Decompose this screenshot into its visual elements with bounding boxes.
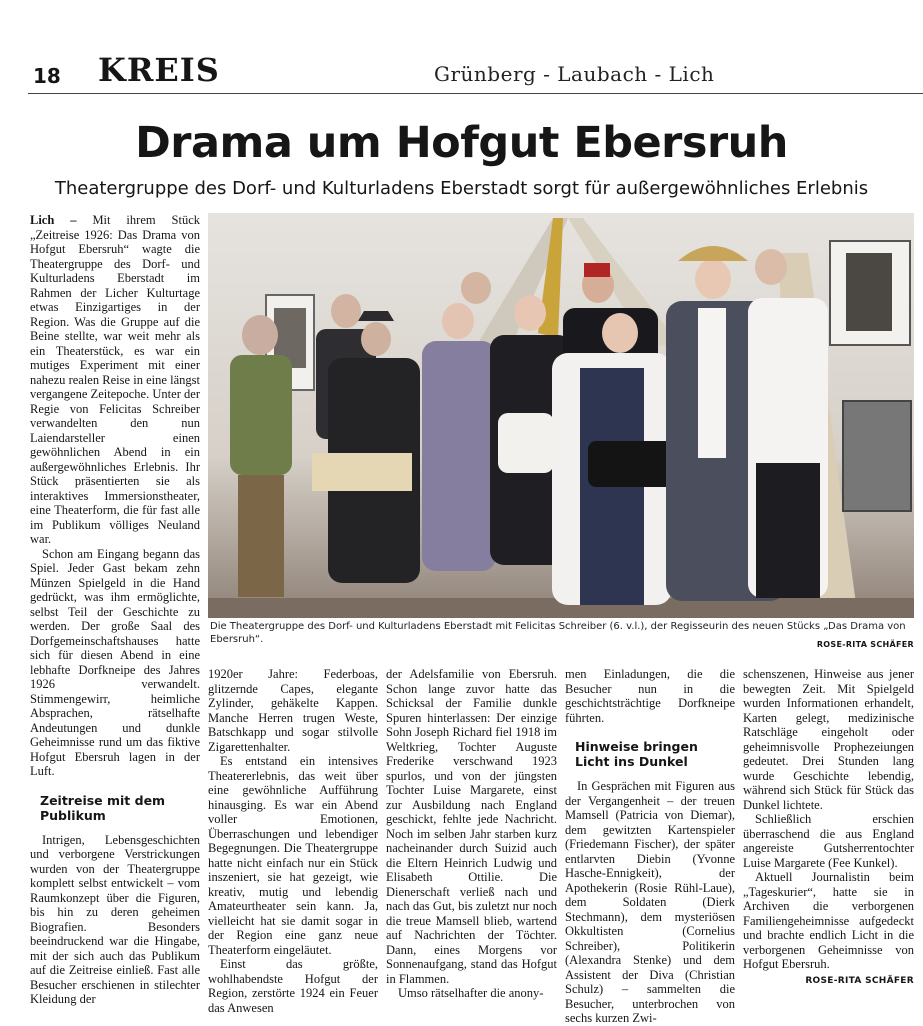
photo-illustration: [208, 213, 914, 618]
headline: Drama um Hofgut Ebersruh: [135, 118, 788, 168]
dateline: Lich –: [30, 213, 77, 227]
article-paragraph: Umso rätselhafter die anony-: [398, 986, 544, 1000]
article-paragraph: Einst das größte, wohlhabendste Hofgut der Region, zerstörte 1924 ein Feuer das Anwesen: [208, 957, 378, 1015]
article-paragraph: der Adelsfamilie von Ebersruh. Schon lange zuvor hatte das Schicksal der Familie dunkle Spuren hinterlassen: Der einzige Sohn Joseph Richard fiel 1918 im Weltkrieg, Tochter Auguste Frederike verschwand 1923 spurlos, und von der jüngsten Tochter Luise Margarete, einst zur Ausbildung nach England geschickt, fehlte jede Nachricht. Noch im selben Jahr starben kurz nacheinander durch Suizid auch die Eltern Heinrich Ludwig und Elisabeth Ottilie. Die Dienerschaft verließ nach und nach das Gut, bis zuletzt nur noch die treue Mamsell blieb, wartend auf Nachrichten der Töchter. Dann, eines Morgens vor Sonnenaufgang, stand das Hofgut in Flammen.: [386, 667, 557, 986]
article-paragraph: Lich – Mit ihrem Stück „Zeitreise 1926: Das Drama von Hofgut Ebersruh“ wagte die Theatergruppe des Dorf- und Kulturladens Eberstadt im Rahmen der Licher Kulturtage etwas Einzigartiges in der Region. Was die Gruppe auf die Beine stellte, war weit mehr als ein Theaterstück, es war ein mutiges Experiment mit einer nahezu realen Reise in eine längst vergangene Zeitepoche. Unter der Regie von Felicitas Schreiber verwandelten den nun Laiendarsteller einen gewöhnlichen Abend in ein außergewöhnliches Erlebnis. Ihr Stück präsentierten sie als interaktives Immersionstheater, eine Theaterform, die für fast alle im Publikum völliges Neuland war.: [30, 213, 200, 546]
article-paragraph: Schließlich erschien überraschend die aus England angereiste Gutsherrentochter Luise Margarete (Fee Kunkel).: [743, 812, 914, 870]
article-paragraph: In Gesprächen mit Figuren aus der Vergangenheit – der treuen Mamsell (Patricia von Diemar), dem gewitzten Kartenspieler (Friedemann Fischer), der später entlarvten Diebin (Yvonne Hasche-Ennigkeit), der Apothekerin (Rosie Rühl-Laue), dem Soldaten (Dierk Stechmann), dem mysteriösen Okkultisten (Cornelius Schreiber), Politikerin (Alexandra Stenke) und dem Assistent der Diva (Christian Schulz) – sammelten die Besucher, unterbrochen von sechs kurzen Zwi-: [565, 779, 735, 1025]
header-rule: [28, 93, 923, 94]
article-column-3: [386, 667, 557, 1001]
photo-credit: ROSE-RITA SCHÄFER: [816, 640, 914, 649]
article-paragraph: schenszenen, Hinweise aus jener bewegten Zeit. Mit Spielgeld wurden Informationen erhandelt, Karten gelegt, medizinische Ratschläge eingeholt oder geheimnisvolle Prophezeiungen gedeutet. Drei Stunden lang wurde Geschichte lebendig, während sich Stück für Stück das Dunkel lichtete.: [743, 667, 914, 812]
subheading: Zeitreise mit dem Publikum: [40, 792, 166, 823]
article-column-2: [208, 667, 378, 1015]
article-paragraph: Aktuell Journalistin beim „Tageskurier“, hatte sie in Archiven die verborgenen Familiengeheimnisse aufgedeckt und brachte endlich Licht in die verborgenen Geheimnisse von Hofgut Ebersruh.: [743, 870, 914, 971]
article-paragraph: Es entstand ein intensives Theatererlebnis, das weit über eine gewöhnliche Aufführung hinausging. Es war ein Abend voller Emotionen, Überraschungen und lebendiger Begegnungen. Die Theatergruppe hatte nicht einfach nur ein Stück inszeniert, sie hat gezeigt, wie kreativ, mutig und lebendig Amateurtheater sein kann. Ja, vielleicht hat sie damit sogar in der Region eine ganz neue Theaterform eingeläutet.: [208, 754, 378, 957]
article-column-5: [743, 667, 914, 988]
photo-caption: Die Theatergruppe des Dorf- und Kulturladens Eberstadt mit Felicitas Schreiber (6. v.l.), der Regisseurin des neuen Stücks „Das Drama von Ebersruh“.: [210, 621, 906, 645]
article-column-1: [30, 213, 200, 1007]
article-paragraph: Schon am Eingang begann das Spiel. Jeder Gast bekam zehn Münzen Spielgeld in die Hand gedrückt, was ihm ermöglichte, selbst Teil der Geschichte zu werden. Der große Saal des Dorfgemeinschaftshauses hatte sich für diesen Abend in eine lebhafte Dorfkneipe des Jahres 1926 verwandelt. Stimmengewirr, heimliche Absprachen, rätselhafte Andeutungen und dunkle Geheimnisse rund um das fiktive Hofgut Ebersruh lagen in der Luft.: [30, 546, 200, 778]
region-label: Grünberg - Laubach - Lich: [434, 62, 715, 86]
group-photo: [208, 213, 914, 618]
section-title: KREIS: [98, 51, 220, 89]
page-number: 18: [33, 64, 61, 88]
article-paragraph: 1920er Jahre: Federboas, glitzernde Capes, elegante Zylinder, gehäkelte Kappen. Manche Herren trugen Weste, Batschkapp und sogar stilvolle Zigarettenhalter.: [208, 667, 378, 754]
article-paragraph: Intrigen, Lebensgeschichten und verborgene Verstrickungen wurden von der Theatergruppe komplett selbst entwickelt – vom Raumkonzept über die Figuren, bis hin zu deren geheimen Biografien. Besonders beeindruckend war die Hingabe, mit der sich auch das Publikum auf die Zeitreise einließ. Fast alle Besucher erschienen in stilechter Kleidung der: [30, 832, 200, 1006]
article-paragraph: men Einladungen, die die Besucher nun in die geschichtsträchtige Dorfkneipe führten.: [565, 667, 735, 725]
subheading: Hinweise bringen Licht ins Dunkel: [575, 739, 698, 769]
author-byline: ROSE-RITA SCHÄFER: [805, 975, 914, 986]
subheadline: Theatergruppe des Dorf- und Kulturladens Eberstadt sorgt für außergewöhnliches Erlebnis: [54, 178, 869, 199]
article-column-4: [565, 667, 735, 1026]
